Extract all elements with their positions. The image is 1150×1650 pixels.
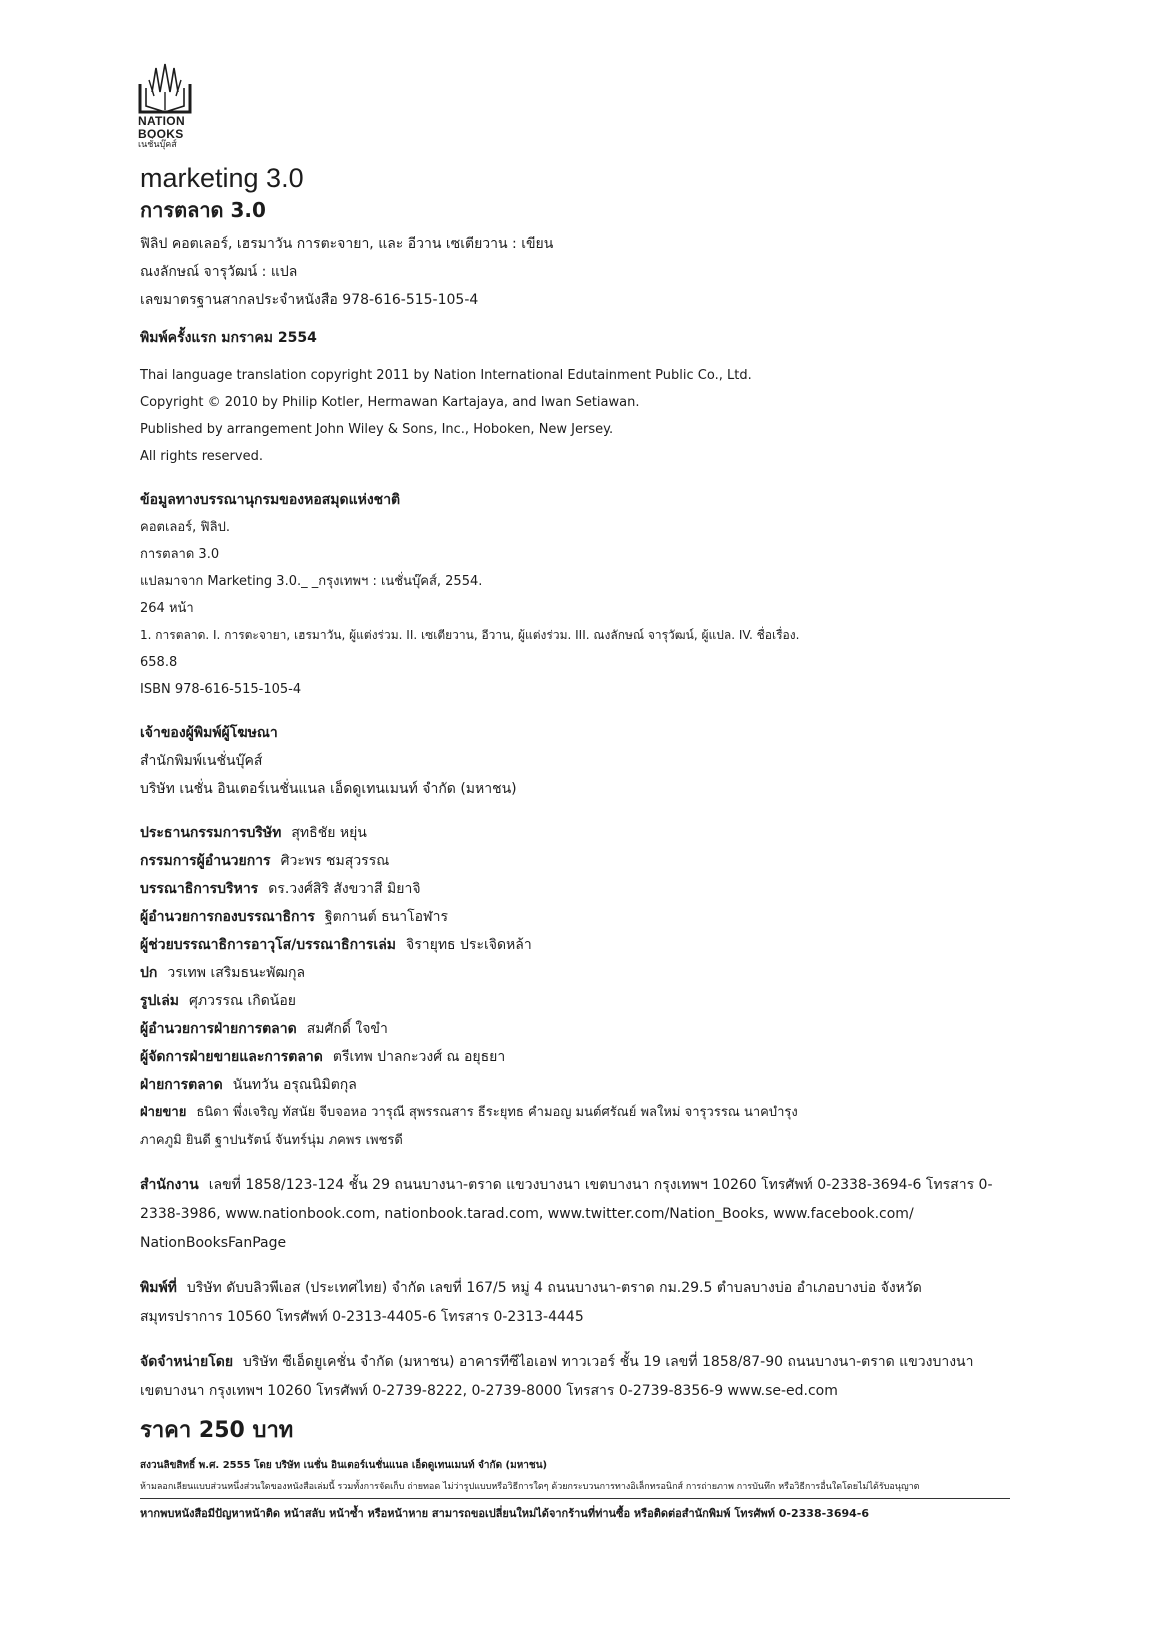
staff-names: ธนิดา พึ่งเจริญ ทัสนัย จีบจอหอ วารุณี สุพรรณสาร ธีระยุทธ คำมอญ มนต์ศรัณย์ พลใหม่ จารุวรรณ นาคบำรุง <box>196 1105 798 1120</box>
printer-address <box>140 1274 1000 1332</box>
logo-word-nation: NATION <box>138 114 185 128</box>
defect-notice: หากพบหนังสือมีปัญหาหน้าติด หน้าสลับ หน้าซ้ำ หรือหน้าหาย สามารถขอเปลี่ยนใหม่ได้จากร้านที่ท่านซื้อ หรือติดต่อสำนักพิมพ์ โทรศัพท์ 0-2338-3694-6 <box>140 1507 869 1520</box>
price-label: ราคา 250 บาท <box>140 1418 294 1443</box>
staff-names: จิรายุทธ ประเจิดหล้า <box>406 937 532 953</box>
publisher-heading: เจ้าของผู้พิมพ์ผู้โฆษณา <box>140 725 278 741</box>
staff-names: สุทธิชัย หยุ่น <box>291 825 367 841</box>
staff-row <box>140 847 1000 875</box>
staff-names: ศิวะพร ชมสุวรรณ <box>280 853 390 869</box>
copyright-line: Published by arrangement John Wiley & Sons, Inc., Hoboken, New Jersey. <box>140 422 614 437</box>
staff-role: ประธานกรรมการบริษัท <box>140 825 282 841</box>
catalog-line: 658.8 <box>140 655 178 670</box>
distributor-address <box>140 1348 1000 1406</box>
staff-row <box>140 1043 1000 1071</box>
isbn-line: เลขมาตรฐานสากลประจำหนังสือ 978-616-515-105-4 <box>140 292 479 308</box>
staff-row <box>140 1099 1000 1127</box>
distributor-label: จัดจำหน่ายโดย <box>140 1354 234 1370</box>
staff-role: บรรณาธิการบริหาร <box>140 881 259 897</box>
office-text: เลขที่ 1858/123-124 ชั้น 29 ถนนบางนา-ตราด แขวงบางนา เขตบางนา กรุงเทพฯ 10260 โทรศัพท์ 0-2338-3694-6 โทรสาร 0-2338-3986, www.nationbook.com, nationbook.tarad.com, www.twitter.com/Nation_Books, www.facebook.com/ NationBooksFanPage <box>140 1177 993 1251</box>
copyright-line: Thai language translation copyright 2011 by Nation International Edutainment Public Co., Ltd. <box>140 368 752 383</box>
staff-names: ตรีเทพ ปาลกะวงศ์ ณ อยุธยา <box>332 1049 506 1065</box>
staff-role: ฝ่ายการตลาด <box>140 1077 223 1093</box>
office-label: สำนักงาน <box>140 1177 199 1193</box>
book-title-english: marketing 3.0 <box>140 163 304 193</box>
printer-label: พิมพ์ที่ <box>140 1280 177 1296</box>
staff-row <box>140 1015 1000 1043</box>
staff-role: ผู้จัดการฝ่ายขายและการตลาด <box>140 1049 323 1065</box>
staff-role: กรรมการผู้อำนวยการ <box>140 853 271 869</box>
staff-row <box>140 819 1000 847</box>
book-title-thai: การตลาด 3.0 <box>140 198 266 222</box>
book-logo-icon <box>138 62 192 114</box>
staff-row <box>140 875 1000 903</box>
staff-role: ผู้อำนวยการกองบรรณาธิการ <box>140 909 315 925</box>
edition-text: พิมพ์ครั้งแรก มกราคม 2554 <box>140 330 317 346</box>
logo-word-books: BOOKS <box>138 127 184 141</box>
staff-names: สมศักดิ์ ใจขำ <box>306 1021 388 1037</box>
staff-row <box>140 903 1000 931</box>
catalog-line: 1. การตลาด. I. การตะจายา, เฮรมาวัน, ผู้แต่งร่วม. II. เซเตียวาน, อีวาน, ผู้แต่งร่วม. III. ณงลักษณ์ จารุวัฒน์, ผู้แปล. IV. ชื่อเรื่อง. <box>140 628 800 642</box>
staff-names: นันทวัน อรุณนิมิตกุล <box>232 1077 357 1093</box>
copyright-page <box>140 62 1000 1523</box>
catalog-line: ISBN 978-616-515-105-4 <box>140 682 302 697</box>
copyright-line: Copyright © 2010 by Philip Kotler, Hermawan Kartajaya, and Iwan Setiawan. <box>140 395 640 410</box>
staff-row-continued: ภาคภูมิ ยินดี ฐาปนรัตน์ จันทร์นุ่ม ภคพร เพชรดี <box>140 1133 403 1148</box>
publisher-line: สำนักพิมพ์เนชั่นบุ๊คส์ <box>140 753 263 769</box>
catalog-line: แปลมาจาก Marketing 3.0._ _กรุงเทพฯ : เนชั่นบุ๊คส์, 2554. <box>140 574 483 589</box>
catalog-line: การตลาด 3.0 <box>140 547 220 562</box>
staff-role: ผู้อำนวยการฝ่ายการตลาด <box>140 1021 297 1037</box>
staff-row <box>140 931 1000 959</box>
rights-reserved-notice: สงวนลิขสิทธิ์ พ.ศ. 2555 โดย บริษัท เนชั่น อินเตอร์เนชั่นแนล เอ็ดดูเทนเมนท์ จำกัด (มหาชน) <box>140 1460 548 1471</box>
staff-row <box>140 987 1000 1015</box>
staff-names: ดร.วงศ์สิริ สังขวาสี มิยาจิ <box>268 881 421 897</box>
staff-role: ฝ่ายขาย <box>140 1105 187 1120</box>
staff-row <box>140 959 1000 987</box>
catalog-heading: ข้อมูลทางบรรณานุกรมของหอสมุดแห่งชาติ <box>140 492 401 508</box>
staff-role: ผู้ช่วยบรรณาธิการอาวุโส/บรรณาธิการเล่ม <box>140 937 397 953</box>
reproduction-notice: ห้ามลอกเลียนแบบส่วนหนึ่งส่วนใดของหนังสือเล่มนี้ รวมทั้งการจัดเก็บ ถ่ายทอด ไม่ว่ารูปแบบหรือวิธีการใดๆ ด้วยกระบวนการทางอิเล็กทรอนิกส์ การถ่ายภาพ การบันทึก หรือวิธีการอื่นใดโดยไม่ได้รับอนุญาต <box>140 1482 920 1492</box>
publisher-line: บริษัท เนชั่น อินเตอร์เนชั่นแนล เอ็ดดูเทนเมนท์ จำกัด (มหาชน) <box>140 781 517 797</box>
catalog-line: 264 หน้า <box>140 601 194 616</box>
authors-credit: ฟิลิป คอตเลอร์, เฮรมาวัน การตะจายา, และ อีวาน เซเตียวาน : เขียน <box>140 236 554 252</box>
staff-names: วรเทพ เสริมธนะพัฒกุล <box>167 965 306 981</box>
printer-text: บริษัท ดับบลิวพีเอส (ประเทศไทย) จำกัด เลขที่ 167/5 หมู่ 4 ถนนบางนา-ตราด กม.29.5 ตำบลบางบ่อ อำเภอบางบ่อ จังหวัดสมุทรปราการ 10560 โทรศัพท์ 0-2313-4405-6 โทรสาร 0-2313-4445 <box>140 1280 922 1325</box>
translator-credit: ณงลักษณ์ จารุวัฒน์ : แปล <box>140 264 298 280</box>
copyright-line: All rights reserved. <box>140 449 263 464</box>
staff-role: ปก <box>140 965 158 981</box>
catalog-line: คอตเลอร์, ฟิลิป. <box>140 520 230 535</box>
staff-names: ศุภวรรณ เกิดน้อย <box>189 993 296 1009</box>
distributor-text: บริษัท ซีเอ็ดยูเคชั่น จำกัด (มหาชน) อาคารทีซีไอเอฟ ทาวเวอร์ ชั้น 19 เลขที่ 1858/87-90 ถนนบางนา-ตราด แขวงบางนา เขตบางนา กรุงเทพฯ 10260 โทรศัพท์ 0-2739-8222, 0-2739-8000 โทรสาร 0-2739-8356-9 www.se-ed.com <box>140 1354 974 1399</box>
footer-divider <box>140 1498 1010 1499</box>
publisher-logo <box>138 62 200 151</box>
logo-thai-name: เนชั่นบุ๊คส์ <box>138 140 177 150</box>
staff-row <box>140 1071 1000 1099</box>
edition-line <box>140 324 1000 352</box>
staff-role: รูปเล่ม <box>140 993 179 1009</box>
office-address <box>140 1171 1000 1258</box>
staff-names: ฐิตกานต์ ธนาโอฬาร <box>324 909 448 925</box>
